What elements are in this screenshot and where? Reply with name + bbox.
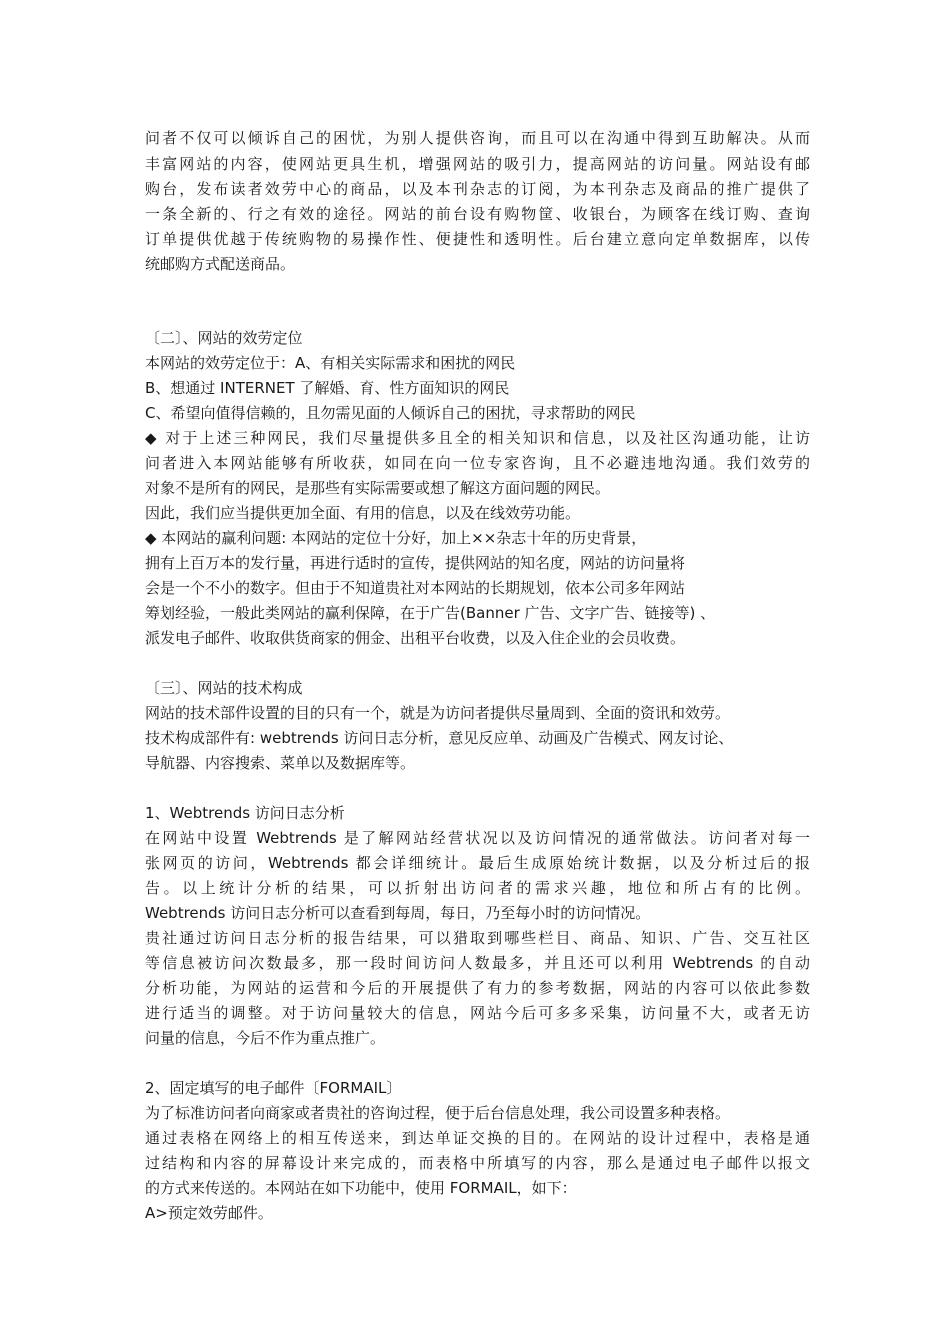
- text-line: 问量的信息，今后不作为重点推广。: [145, 1029, 386, 1047]
- text-line: 导航器、内容搜索、菜单以及数据库等。: [145, 754, 416, 772]
- section-heading: 〔二〕、网站的效劳定位: [145, 329, 303, 347]
- text-line: 购台，发布读者效劳中心的商品，以及本刊杂志的订阅，为本刊杂志及商品的推广提供了: [145, 180, 810, 198]
- text-line: 会是一个不小的数字。但由于不知道贵社对本网站的长期规划，依本公司多年网站: [145, 579, 686, 597]
- text-line: 张网页的访问，Webtrends 都会详细统计。最后生成原始统计数据，以及分析过后的报: [145, 854, 810, 872]
- text-line: 因此，我们应当提供更加全面、有用的信息，以及在线效劳功能。: [145, 504, 581, 522]
- text-line: 筹划经验，一般此类网站的赢利保障，在于广告(Banner 广告、文字广告、链接等) 、: [145, 604, 716, 622]
- text-line: Webtrends 访问日志分析可以查看到每周，每日，乃至每小时的访问情况。: [145, 904, 651, 922]
- text-line: 本网站的效劳定位于：A、有相关实际需求和困扰的网民: [145, 354, 516, 372]
- text-line: 告。以上统计分析的结果，可以折射出访问者的需求兴趣，地位和所占有的比例。: [145, 879, 810, 897]
- text-line: 在网站中设置 Webtrends 是了解网站经营状况以及访问情况的通常做法。访问者对每一: [145, 829, 810, 847]
- text-line: 丰富网站的内容，使网站更具生机，增强网站的吸引力，提高网站的访问量。网站设有邮: [145, 155, 810, 173]
- text-line: ◆ 对于上述三种网民，我们尽量提供多且全的相关知识和信息，以及社区沟通功能，让访: [145, 429, 810, 447]
- text-line: 派发电子邮件、收取供货商家的佣金、出租平台收费，以及入住企业的会员收费。: [145, 629, 686, 647]
- text-line: 一条全新的、行之有效的途径。网站的前台设有购物筐、收银台，为顾客在线订购、查询: [145, 205, 810, 223]
- text-line: 的方式来传送的。本网站在如下功能中，使用 FORMAIL，如下：: [145, 1179, 577, 1197]
- text-line: B、想通过 INTERNET 了解婚、育、性方面知识的网民: [145, 379, 510, 397]
- text-line: 技术构成部件有: webtrends 访问日志分析，意见反应单、动画及广告模式、网友讨论、: [145, 729, 734, 747]
- text-line: 通过表格在网络上的相互传送来，到达单证交换的目的。在网站的设计过程中，表格是通: [145, 1129, 810, 1147]
- subsection-heading: 1、Webtrends 访问日志分析: [145, 804, 345, 822]
- text-line: 统邮购方式配送商品。: [145, 255, 296, 273]
- text-line: 贵社通过访问日志分析的报告结果，可以猎取到哪些栏目、商品、知识、广告、交互社区: [145, 929, 810, 947]
- text-line: 网站的技术部件设置的目的只有一个，就是为访问者提供尽量周到、全面的资讯和效劳。: [145, 704, 731, 722]
- text-line: 问者不仅可以倾诉自己的困忧，为别人提供咨询，而且可以在沟通中得到互助解决。从而: [145, 129, 810, 147]
- section-heading: 〔三〕、网站的技术构成: [145, 679, 303, 697]
- text-line: 为了标准访问者向商家或者贵社的咨询过程，便于后台信息处理，我公司设置多种表格。: [145, 1104, 731, 1122]
- text-line: 问者进入本网站能够有所收获，如同在向一位专家咨询，且不必避违地沟通。我们效劳的: [145, 454, 810, 472]
- text-line: ◆ 本网站的赢利问题: 本网站的定位十分好，加上××杂志十年的历史背景，: [145, 529, 647, 547]
- text-line: 拥有上百万本的发行量，再进行适时的宣传，提供网站的知名度，网站的访问量将: [145, 554, 686, 572]
- text-line: 进行适当的调整。对于访问量较大的信息，网站今后可多多采集，访问量不大，或者无访: [145, 1004, 810, 1022]
- text-line: 等信息被访问次数最多，那一段时间访问人数最多，并且还可以利用 Webtrends 的自动: [145, 954, 810, 972]
- text-line: 分析功能，为网站的运营和今后的开展提供了有力的参考数据，网站的内容可以依此参数: [145, 979, 810, 997]
- text-line: C、希望向值得信赖的，且勿需见面的人倾诉自己的困扰，寻求帮助的网民: [145, 404, 636, 422]
- subsection-heading: 2、固定填写的电子邮件〔FORMAIL〕: [145, 1079, 402, 1097]
- text-line: 订单提供优越于传统购物的易操作性、便捷性和透明性。后台建立意向定单数据库，以传: [145, 230, 810, 248]
- text-line: A>预定效劳邮件。: [145, 1204, 273, 1222]
- text-line: 过结构和内容的屏幕设计来完成的，而表格中所填写的内容，那么是通过电子邮件以报文: [145, 1154, 810, 1172]
- text-line: 对象不是所有的网民，是那些有实际需要或想了解这方面问题的网民。: [145, 479, 611, 497]
